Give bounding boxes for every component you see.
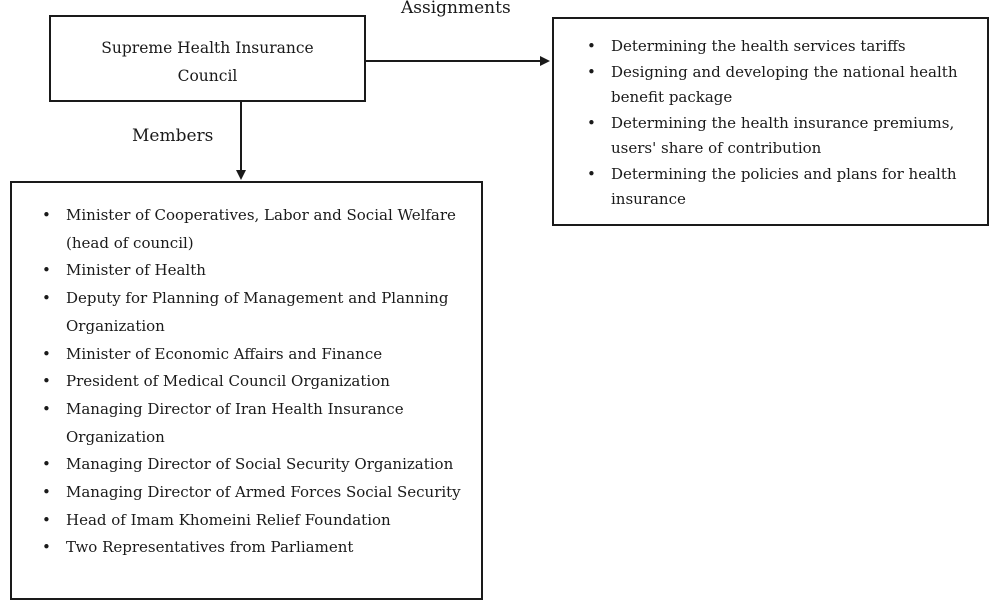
bullet-icon: • [42, 372, 51, 391]
assignments-box [552, 17, 989, 226]
bullet-icon: • [587, 62, 596, 81]
bullet-icon: • [42, 538, 51, 557]
list-item: • Determining the health services tariffs [611, 34, 981, 60]
bullet-icon: • [587, 164, 596, 183]
members-label: Members [132, 126, 214, 146]
members-box [10, 181, 483, 600]
list-item: • President of Medical Council Organization [66, 368, 466, 396]
list-item: • Two Representatives from Parliament [66, 534, 466, 562]
bullet-icon: • [587, 113, 596, 132]
list-item: • Determining the policies and plans for health insurance [611, 162, 981, 213]
bullet-icon: • [42, 399, 51, 418]
council-title: Supreme Health Insurance Council [101, 39, 314, 85]
bullet-icon: • [42, 289, 51, 308]
list-item: • Head of Imam Khomeini Relief Foundation [66, 507, 466, 535]
bullet-icon: • [42, 455, 51, 474]
council-box [49, 15, 366, 102]
bullet-icon: • [587, 37, 596, 55]
bullet-icon: • [42, 483, 51, 502]
assignments-list [587, 34, 981, 213]
bullet-icon: • [42, 206, 51, 224]
list-item: • Managing Director of Iran Health Insurance Organization [66, 396, 466, 451]
list-item: • Managing Director of Armed Forces Social Security [66, 479, 466, 507]
list-item: • Designing and developing the national health benefit package [611, 60, 981, 111]
list-item: • Minister of Health [66, 257, 466, 285]
bullet-icon: • [42, 261, 51, 280]
list-item: • Minister of Economic Affairs and Finance [66, 341, 466, 369]
list-item: • Minister of Cooperatives, Labor and Social Welfare (head of council) [66, 202, 466, 257]
list-item: • Determining the health insurance premiums, users' share of contribution [611, 111, 981, 162]
assignments-label: Assignments [401, 0, 511, 18]
members-list [42, 202, 466, 562]
bullet-icon: • [42, 510, 51, 529]
list-item: • Managing Director of Social Security Organization [66, 451, 466, 479]
bullet-icon: • [42, 344, 51, 363]
list-item: • Deputy for Planning of Management and Planning Organization [66, 285, 466, 340]
